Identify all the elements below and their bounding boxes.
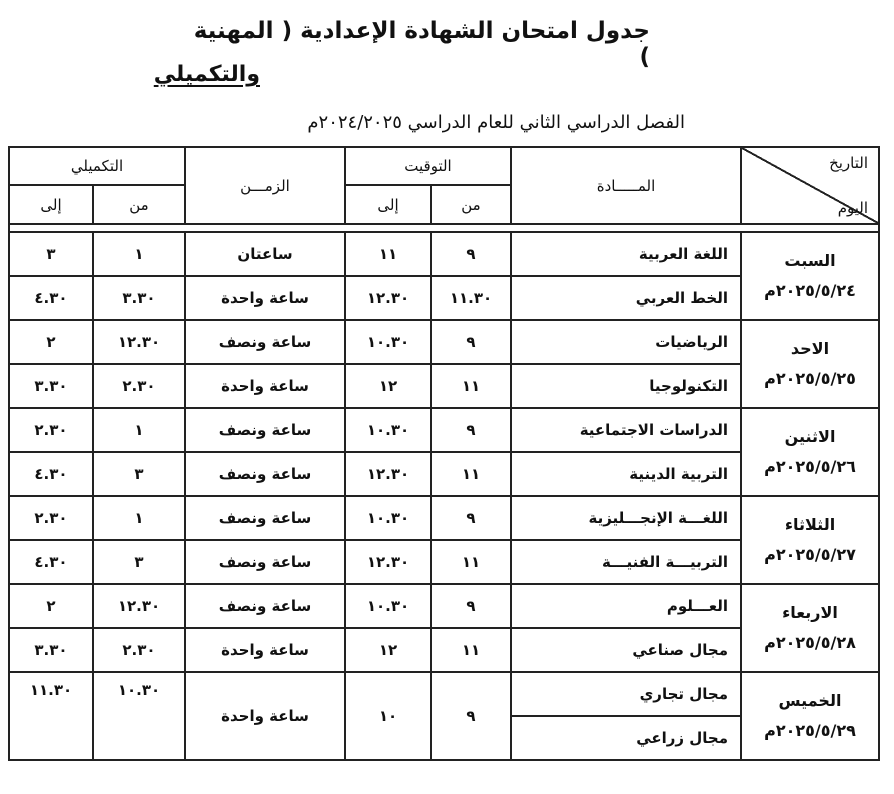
timing-header: التوقيت — [345, 147, 511, 185]
table-row — [9, 584, 879, 628]
day-cell — [741, 320, 879, 408]
from-cell: ٩ — [431, 496, 511, 540]
duration-cell: ساعة واحدة — [185, 628, 345, 672]
subject-cell: التكنولوجيا — [511, 364, 741, 408]
timing-from-header: من — [431, 185, 511, 224]
from-cell: ٩ — [431, 408, 511, 452]
supp-from-cell: ١ — [93, 408, 185, 452]
from-cell: ١١ — [431, 452, 511, 496]
day-header-label: اليوم — [837, 199, 868, 217]
duration-cell: ساعة واحدة — [185, 276, 345, 320]
supp-from-cell: ٢.٣٠ — [93, 628, 185, 672]
to-cell: ١٢ — [345, 364, 431, 408]
to-cell: ١١ — [345, 232, 431, 276]
to-cell: ١٢.٣٠ — [345, 452, 431, 496]
table-row — [9, 232, 879, 276]
day-name: الخميس — [778, 691, 842, 710]
day-date: ٢٠٢٥/٥/٢٧م — [764, 545, 856, 564]
day-name: الثلاثاء — [784, 515, 836, 534]
duration-cell: ساعة ونصف — [185, 452, 345, 496]
subject-cell: الدراسات الاجتماعية — [511, 408, 741, 452]
subject-cell: مجال زراعي — [511, 716, 741, 760]
supp-from-cell: ١٢.٣٠ — [93, 584, 185, 628]
duration-cell: ساعتان — [185, 232, 345, 276]
from-cell: ١١ — [431, 540, 511, 584]
subject-cell: التربية الدينية — [511, 452, 741, 496]
duration-cell: ساعة ونصف — [185, 320, 345, 364]
duration-cell: ساعة ونصف — [185, 540, 345, 584]
subject-cell: العـــلوم — [511, 584, 741, 628]
supp-to-cell: ٣ — [9, 232, 93, 276]
to-cell: ١٠.٣٠ — [345, 584, 431, 628]
supp-from-cell: ١ — [93, 496, 185, 540]
supp-from-header: من — [93, 185, 185, 224]
table-row — [9, 408, 879, 452]
supp-to-cell: ٤.٣٠ — [9, 540, 93, 584]
to-cell: ١٠ — [345, 672, 431, 760]
header-gap — [9, 224, 879, 232]
term-line: الفصل الدراسي الثاني للعام الدراسي ٢٠٢٤/٢٠٢٥م — [307, 112, 685, 133]
supp-to-cell: ٤.٣٠ — [9, 276, 93, 320]
day-cell — [741, 232, 879, 320]
duration-cell: ساعة واحدة — [185, 364, 345, 408]
from-cell: ١١ — [431, 364, 511, 408]
to-cell: ١٢.٣٠ — [345, 540, 431, 584]
to-cell: ١٠.٣٠ — [345, 408, 431, 452]
table-row — [9, 320, 879, 364]
day-name: السبت — [784, 251, 836, 270]
day-date: ٢٠٢٥/٥/٢٥م — [764, 369, 856, 388]
to-cell: ١٠.٣٠ — [345, 496, 431, 540]
table-row — [9, 496, 879, 540]
subject-cell: مجال صناعي — [511, 628, 741, 672]
from-cell: ٩ — [431, 672, 511, 760]
supp-to-header: إلى — [9, 185, 93, 224]
day-name: الاربعاء — [782, 603, 838, 622]
supp-to-cell: ٣.٣٠ — [9, 364, 93, 408]
subject-cell: مجال تجاري — [511, 672, 741, 716]
to-cell: ١٢.٣٠ — [345, 276, 431, 320]
supp-to-cell: ١١.٣٠ — [9, 672, 93, 760]
from-cell: ٩ — [431, 584, 511, 628]
supp-from-cell: ١٠.٣٠ — [93, 672, 185, 760]
day-cell — [741, 496, 879, 584]
supp-to-cell: ٤.٣٠ — [9, 452, 93, 496]
supp-from-cell: ٣.٣٠ — [93, 276, 185, 320]
exam-schedule — [8, 146, 880, 761]
day-cell — [741, 584, 879, 672]
timing-to-header: إلى — [345, 185, 431, 224]
supp-from-cell: ١ — [93, 232, 185, 276]
day-name: الاحد — [790, 339, 830, 358]
subject-cell: اللغـــة الإنجـــليزية — [511, 496, 741, 540]
exam-table — [8, 146, 880, 761]
duration-cell: ساعة ونصف — [185, 408, 345, 452]
day-date: ٢٠٢٥/٥/٢٦م — [764, 457, 856, 476]
subject-header: المـــــادة — [511, 147, 741, 224]
subject-cell: التربيـــة الفنيـــة — [511, 540, 741, 584]
document-subtitle: والتكميلي — [153, 62, 260, 87]
day-name: الاثنين — [784, 427, 836, 446]
duration-cell: ساعة ونصف — [185, 496, 345, 540]
subject-cell: الخط العربي — [511, 276, 741, 320]
day-date: ٢٠٢٥/٥/٢٩م — [764, 721, 856, 740]
supp-from-cell: ١٢.٣٠ — [93, 320, 185, 364]
subject-cell: اللغة العربية — [511, 232, 741, 276]
date-header-label: التاريخ — [829, 154, 868, 172]
from-cell: ٩ — [431, 320, 511, 364]
day-date: ٢٠٢٥/٥/٢٤م — [764, 281, 856, 300]
supp-from-cell: ٣ — [93, 452, 185, 496]
to-cell: ١٢ — [345, 628, 431, 672]
from-cell: ١١.٣٠ — [431, 276, 511, 320]
supp-from-cell: ٣ — [93, 540, 185, 584]
duration-cell: ساعة ونصف — [185, 584, 345, 628]
day-date: ٢٠٢٥/٥/٢٨م — [764, 633, 856, 652]
supp-to-cell: ٢ — [9, 320, 93, 364]
supp-to-cell: ٢ — [9, 584, 93, 628]
from-cell: ١١ — [431, 628, 511, 672]
supp-from-cell: ٢.٣٠ — [93, 364, 185, 408]
day-cell — [741, 408, 879, 496]
supplementary-header: التكميلي — [9, 147, 185, 185]
from-cell: ٩ — [431, 232, 511, 276]
supp-to-cell: ٢.٣٠ — [9, 408, 93, 452]
day-cell — [741, 672, 879, 760]
to-cell: ١٠.٣٠ — [345, 320, 431, 364]
duration-header: الزمـــن — [185, 147, 345, 224]
table-row — [9, 672, 879, 716]
document-title: جدول امتحان الشهادة الإعدادية ( المهنية ) — [193, 18, 650, 70]
supp-to-cell: ٢.٣٠ — [9, 496, 93, 540]
subject-cell: الرياضيات — [511, 320, 741, 364]
supp-to-cell: ٣.٣٠ — [9, 628, 93, 672]
date-day-header — [741, 147, 879, 224]
duration-cell: ساعة واحدة — [185, 672, 345, 760]
